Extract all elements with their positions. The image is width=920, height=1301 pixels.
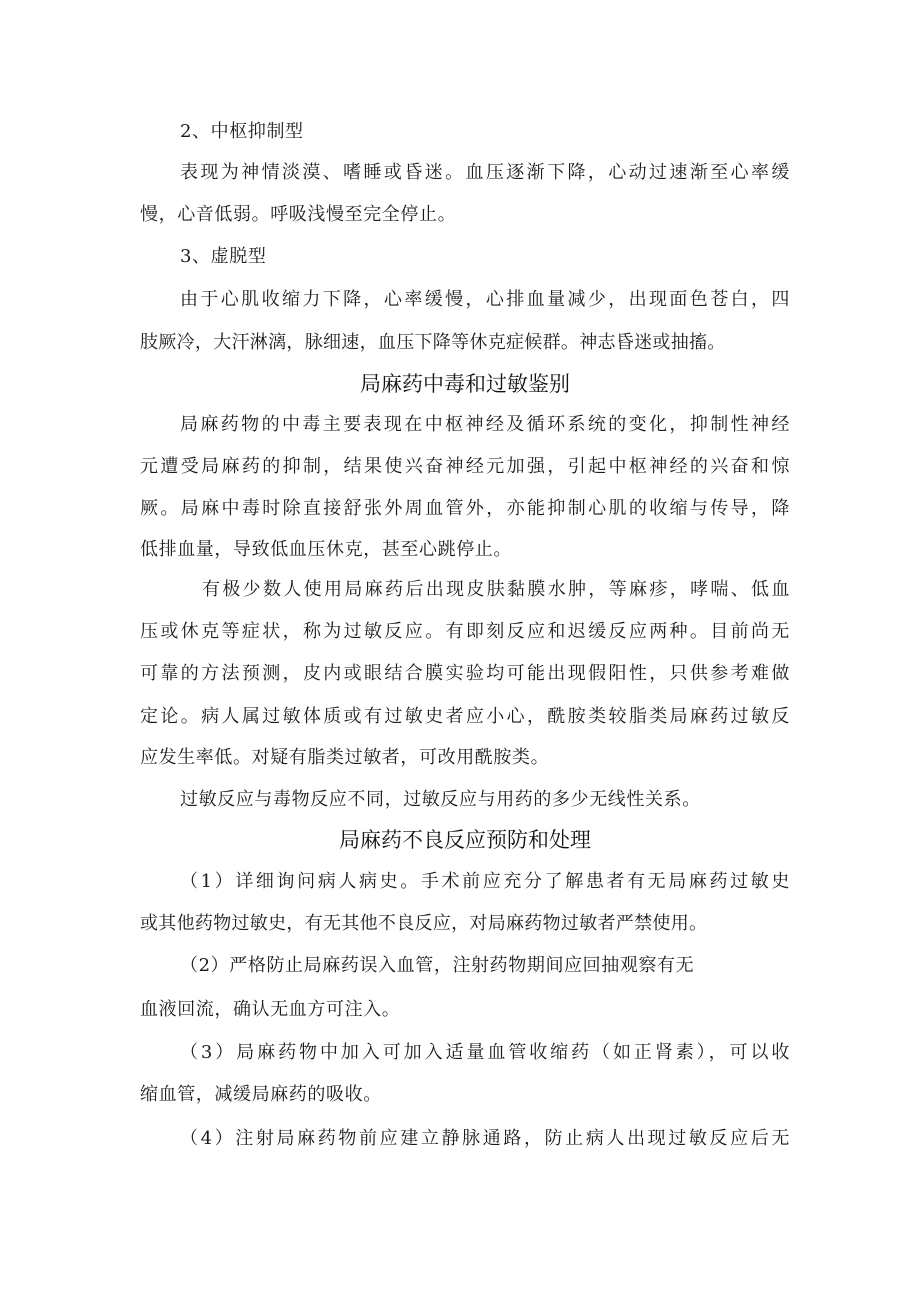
prevention-item-4-line-1: （4）注射局麻药物前应建立静脉通路，防止病人出现过敏反应后无 bbox=[180, 1128, 790, 1149]
para-toxicity-line-1: 局麻药物的中毒主要表现在中枢神经及循环系统的变化，抑制性神经 bbox=[180, 414, 790, 435]
para-allergy-line-4: 定论。病人属过敏体质或有过敏史者应小心，酰胺类较脂类局麻药过敏反 bbox=[140, 706, 790, 727]
para-allergy-line-1: 有极少数人使用局麻药后出现皮肤黏膜水肿，等麻疹，哮喘、低血 bbox=[202, 579, 790, 600]
section-central-line-2: 慢，心音低弱。呼吸浅慢至完全停止。 bbox=[140, 204, 457, 225]
para-allergy-line-3: 可靠的方法预测，皮内或眼结合膜实验均可能出现假阳性，只供参考难做 bbox=[140, 663, 790, 684]
para-toxicity-line-4: 低排血量，导致低血压休克，甚至心跳停止。 bbox=[140, 539, 512, 560]
prevention-item-1-line-1: （1）详细询问病人病史。手术前应充分了解患者有无局麻药过敏史 bbox=[180, 871, 790, 892]
para-toxicity-line-2: 元遭受局麻药的抑制，结果使兴奋神经元加强，引起中枢神经的兴奋和惊 bbox=[140, 456, 790, 477]
prevention-item-2-line-1: （2）严格防止局麻药误入血管，注射药物期间应回抽观察有无 bbox=[180, 955, 695, 976]
heading-differentiation: 局麻药中毒和过敏鉴别 bbox=[360, 372, 570, 396]
prevention-item-1-line-2: 或其他药物过敏史，有无其他不良反应，对局麻药物过敏者严禁使用。 bbox=[140, 913, 708, 934]
prevention-item-2-line-2: 血液回流，确认无血方可注入。 bbox=[140, 999, 401, 1020]
prevention-item-3-line-2: 缩血管，减缓局麻药的吸收。 bbox=[140, 1084, 382, 1105]
para-difference: 过敏反应与毒物反应不同，过敏反应与用药的多少无线性关系。 bbox=[180, 789, 701, 810]
heading-prevention: 局麻药不良反应预防和处理 bbox=[339, 828, 591, 852]
section-collapse-line-1: 由于心肌收缩力下降，心率缓慢，心排血量减少，出现面色苍白，四 bbox=[180, 289, 790, 310]
para-allergy-line-2: 压或休克等症状，称为过敏反应。有即刻反应和迟缓反应两种。目前尚无 bbox=[140, 621, 790, 642]
para-allergy-line-5: 应发生率低。对疑有脂类过敏者，可改用酰胺类。 bbox=[140, 747, 550, 768]
prevention-item-3-line-1: （3）局麻药物中加入可加入适量血管收缩药（如正肾素），可以收 bbox=[180, 1042, 790, 1063]
section-collapse-title: 3、虚脱型 bbox=[180, 246, 267, 267]
section-central-title: 2、中枢抑制型 bbox=[180, 121, 304, 142]
section-central-line-1: 表现为神情淡漠、嗜睡或昏迷。血压逐渐下降，心动过速渐至心率缓 bbox=[180, 162, 790, 183]
para-toxicity-line-3: 厥。局麻中毒时除直接舒张外周血管外，亦能抑制心肌的收缩与传导，降 bbox=[140, 498, 790, 519]
section-collapse-line-2: 肢厥冷，大汗淋漓，脉细速，血压下降等休克症候群。神志昏迷或抽搐。 bbox=[140, 332, 726, 353]
